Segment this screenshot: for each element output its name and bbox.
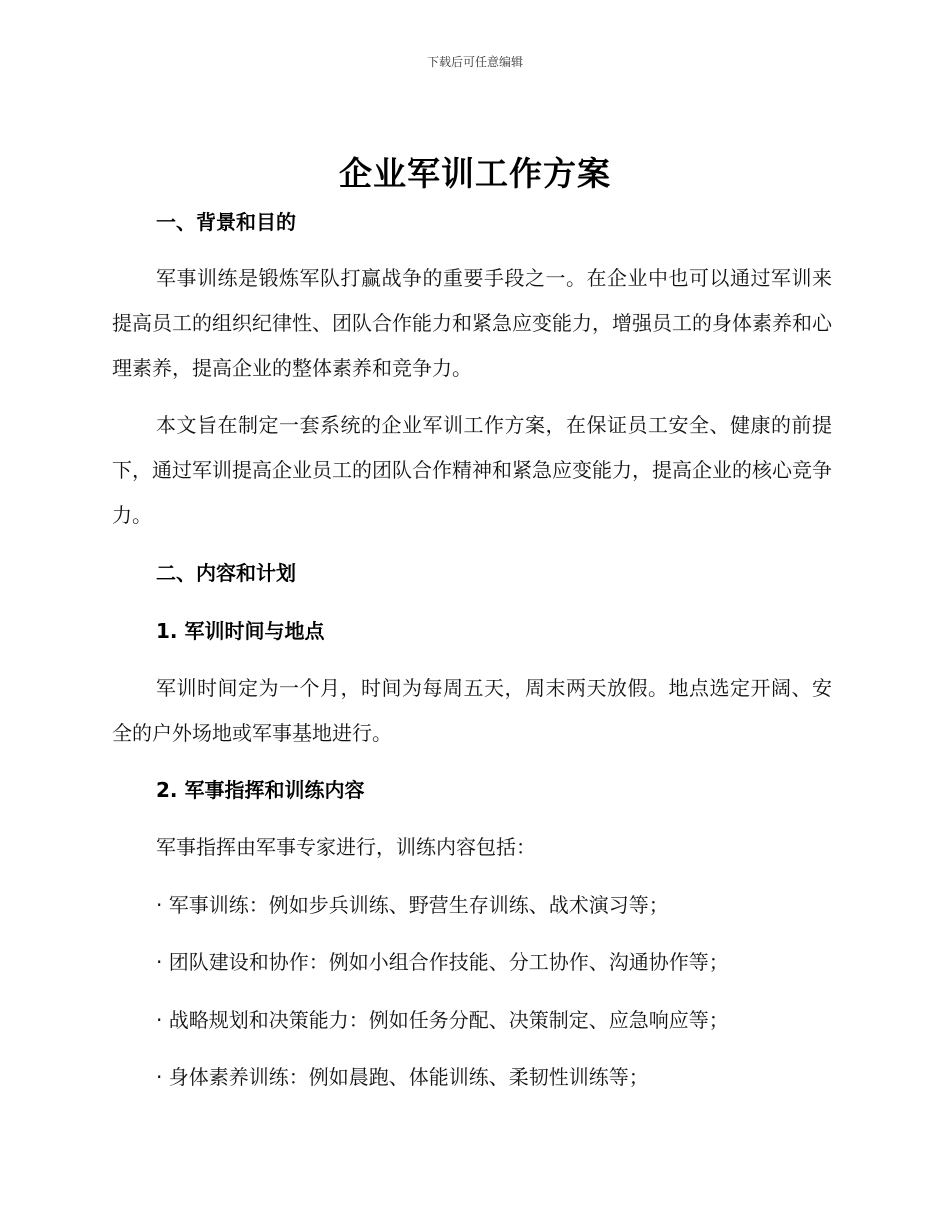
section-1-paragraph-1: 军事训练是锻炼军队打赢战争的重要手段之一。在企业中也可以通过军训来提高员工的组织纪律性、团队合作能力和紧急应变能力，增强员工的身体素养和心理素养，提高企业的整体素养和竞争力。: [112, 266, 832, 380]
list-item: · 军事训练：例如步兵训练、野营生存训练、战术演习等；: [156, 893, 669, 917]
document-title: 企业军训工作方案: [339, 154, 611, 193]
section-2-heading: 二、内容和计划: [156, 561, 296, 585]
header-note: 下载后可任意编辑: [426, 55, 523, 69]
section-2-1-paragraph: 军训时间定为一个月，时间为每周五天，周末两天放假。地点选定开阔、安全的户外场地或军事基地进行。: [112, 676, 832, 745]
section-2-1-heading: 1. 军训时间与地点: [156, 619, 325, 643]
section-2-2-intro: 军事指挥由军事专家进行，训练内容包括：: [156, 835, 536, 859]
section-2-2-heading: 2. 军事指挥和训练内容: [156, 778, 365, 802]
section-1-heading: 一、背景和目的: [156, 210, 296, 234]
section-1-paragraph-2: 本文旨在制定一套系统的企业军训工作方案，在保证员工安全、健康的前提下，通过军训提高企业员工的团队合作精神和紧急应变能力，提高企业的核心竞争力。: [112, 413, 832, 527]
list-item: · 团队建设和协作：例如小组合作技能、分工协作、沟通协作等；: [156, 950, 729, 974]
list-item: · 战略规划和决策能力：例如任务分配、决策制定、应急响应等；: [156, 1008, 729, 1032]
list-item: · 身体素养训练：例如晨跑、体能训练、柔韧性训练等；: [156, 1065, 649, 1089]
